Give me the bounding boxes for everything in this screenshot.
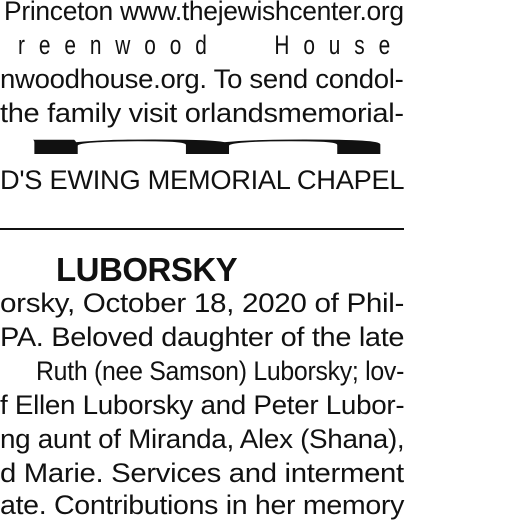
section-divider [0, 228, 404, 230]
notice-line: reenwood House [18, 30, 405, 60]
notice-line: f Ellen Luborsky and Peter Lubor- [0, 390, 405, 420]
notice-line: the family visit orlandsmemorial- [0, 98, 404, 128]
notice-line: m [0, 130, 408, 160]
notice-line: d Marie. Services and interment [0, 458, 404, 488]
notice-line: ate. Contributions in her memory [0, 490, 405, 520]
notice-line: nwoodhouse.org. To send condol- [0, 64, 404, 94]
funeral-home-name: D'S EWING MEMORIAL CHAPEL [0, 165, 405, 195]
obituary-heading: LUBORSKY [56, 251, 238, 288]
notice-line: ng aunt of Miranda, Alex (Shana), [0, 424, 405, 454]
notice-line: Ruth (nee Samson) Luborsky; lov- [36, 356, 405, 386]
notice-line: PA. Beloved daughter of the late [0, 322, 405, 352]
notice-line: orsky, October 18, 2020 of Phil- [0, 288, 405, 318]
notice-line: Princeton www.thejewishcenter.org [4, 0, 404, 26]
